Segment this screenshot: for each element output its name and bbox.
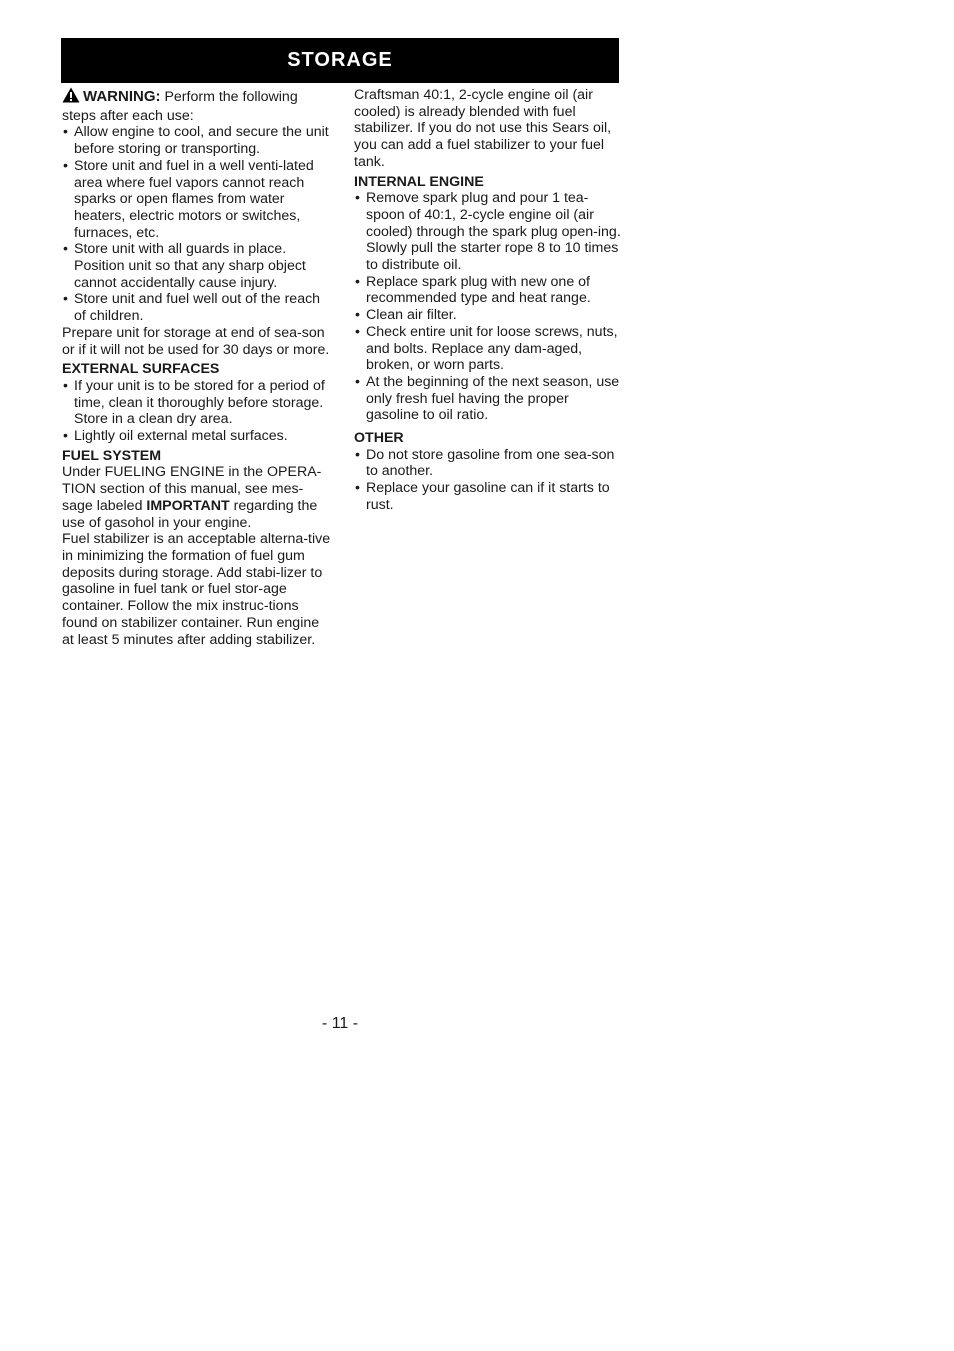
warning-text: Perform the following steps after each use: <box>62 89 298 124</box>
internal-list <box>354 190 624 424</box>
warning-block <box>62 87 334 124</box>
list-item: • Store unit and fuel well out of the reach of children. <box>62 291 334 324</box>
fuel-paragraph-2: Fuel stabilizer is an acceptable alterna-tive in minimizing the formation of fuel gum deposits during storage. Add stabi-lizer to gasoline in fuel tank or fuel stor-age container. Follow the mix instruc-tions found on stabilizer container. Run engine at least 5 minutes after adding stabilizer. <box>62 531 331 648</box>
warning-triangle-icon <box>62 87 80 108</box>
warning-list <box>62 124 334 324</box>
list-item: • Replace spark plug with new one of recommended type and heat range. <box>354 274 624 307</box>
list-item: • At the beginning of the next season, use only fresh fuel having the proper gasoline to oil ratio. <box>354 374 624 424</box>
fuel-para1-a: Under FUELING ENGINE in the OPERA-TION section of this manual, see mes-sage labeled <box>62 464 322 514</box>
section-banner <box>61 38 619 83</box>
list-item: • Do not store gasoline from one sea-son to another. <box>354 447 624 480</box>
list-item: • If your unit is to be stored for a period of time, clean it thoroughly before storage. Store in a clean dry area. <box>62 378 334 428</box>
external-list <box>62 378 334 445</box>
right-column <box>354 87 624 514</box>
fuel-paragraph-1 <box>62 464 334 531</box>
external-surfaces-heading: EXTERNAL SURFACES <box>62 361 220 378</box>
warning-label: WARNING: <box>83 88 161 105</box>
list-item: • Remove spark plug and pour 1 tea-spoon of 40:1, 2-cycle engine oil (air cooled) through the spark plug open-ing. Slowly pull the starter rope 8 to 10 times to distribute oil. <box>354 190 624 274</box>
fuel-para1-b: regarding the use of gasohol in your engine. <box>62 497 318 531</box>
list-item: • Lightly oil external metal surfaces. <box>62 428 334 445</box>
list-item: • Store unit and fuel in a well venti-lated area where fuel vapors cannot reach sparks or open flames from water heaters, electric motors or switches, furnaces, etc. <box>62 158 334 242</box>
left-column <box>62 87 334 648</box>
list-item: • Clean air filter. <box>354 307 624 324</box>
internal-engine-heading: INTERNAL ENGINE <box>354 173 484 190</box>
other-list <box>354 447 624 514</box>
fuel-system-heading: FUEL SYSTEM <box>62 447 162 464</box>
list-item: • Replace your gasoline can if it starts to rust. <box>354 480 624 513</box>
list-item: • Allow engine to cool, and secure the unit before storing or transporting. <box>62 124 334 157</box>
fuel-paragraph-3: Craftsman 40:1, 2-cycle engine oil (air cooled) is already blended with fuel stabilizer. If you do not use this Sears oil, you can add a fuel stabilizer to your fuel tank. <box>354 87 612 170</box>
prepare-paragraph: Prepare unit for storage at end of sea-son or if it will not be used for 30 days or more. <box>62 324 330 358</box>
page-number: - 11 - <box>321 1015 359 1032</box>
page-title: STORAGE <box>287 49 393 71</box>
list-item: • Check entire unit for loose screws, nuts, and bolts. Replace any dam-aged, broken, or worn parts. <box>354 324 624 374</box>
list-item: • Store unit with all guards in place. Position unit so that any sharp object cannot accidentally cause injury. <box>62 241 334 291</box>
important-label: IMPORTANT <box>146 497 230 514</box>
other-heading: OTHER <box>354 430 404 447</box>
